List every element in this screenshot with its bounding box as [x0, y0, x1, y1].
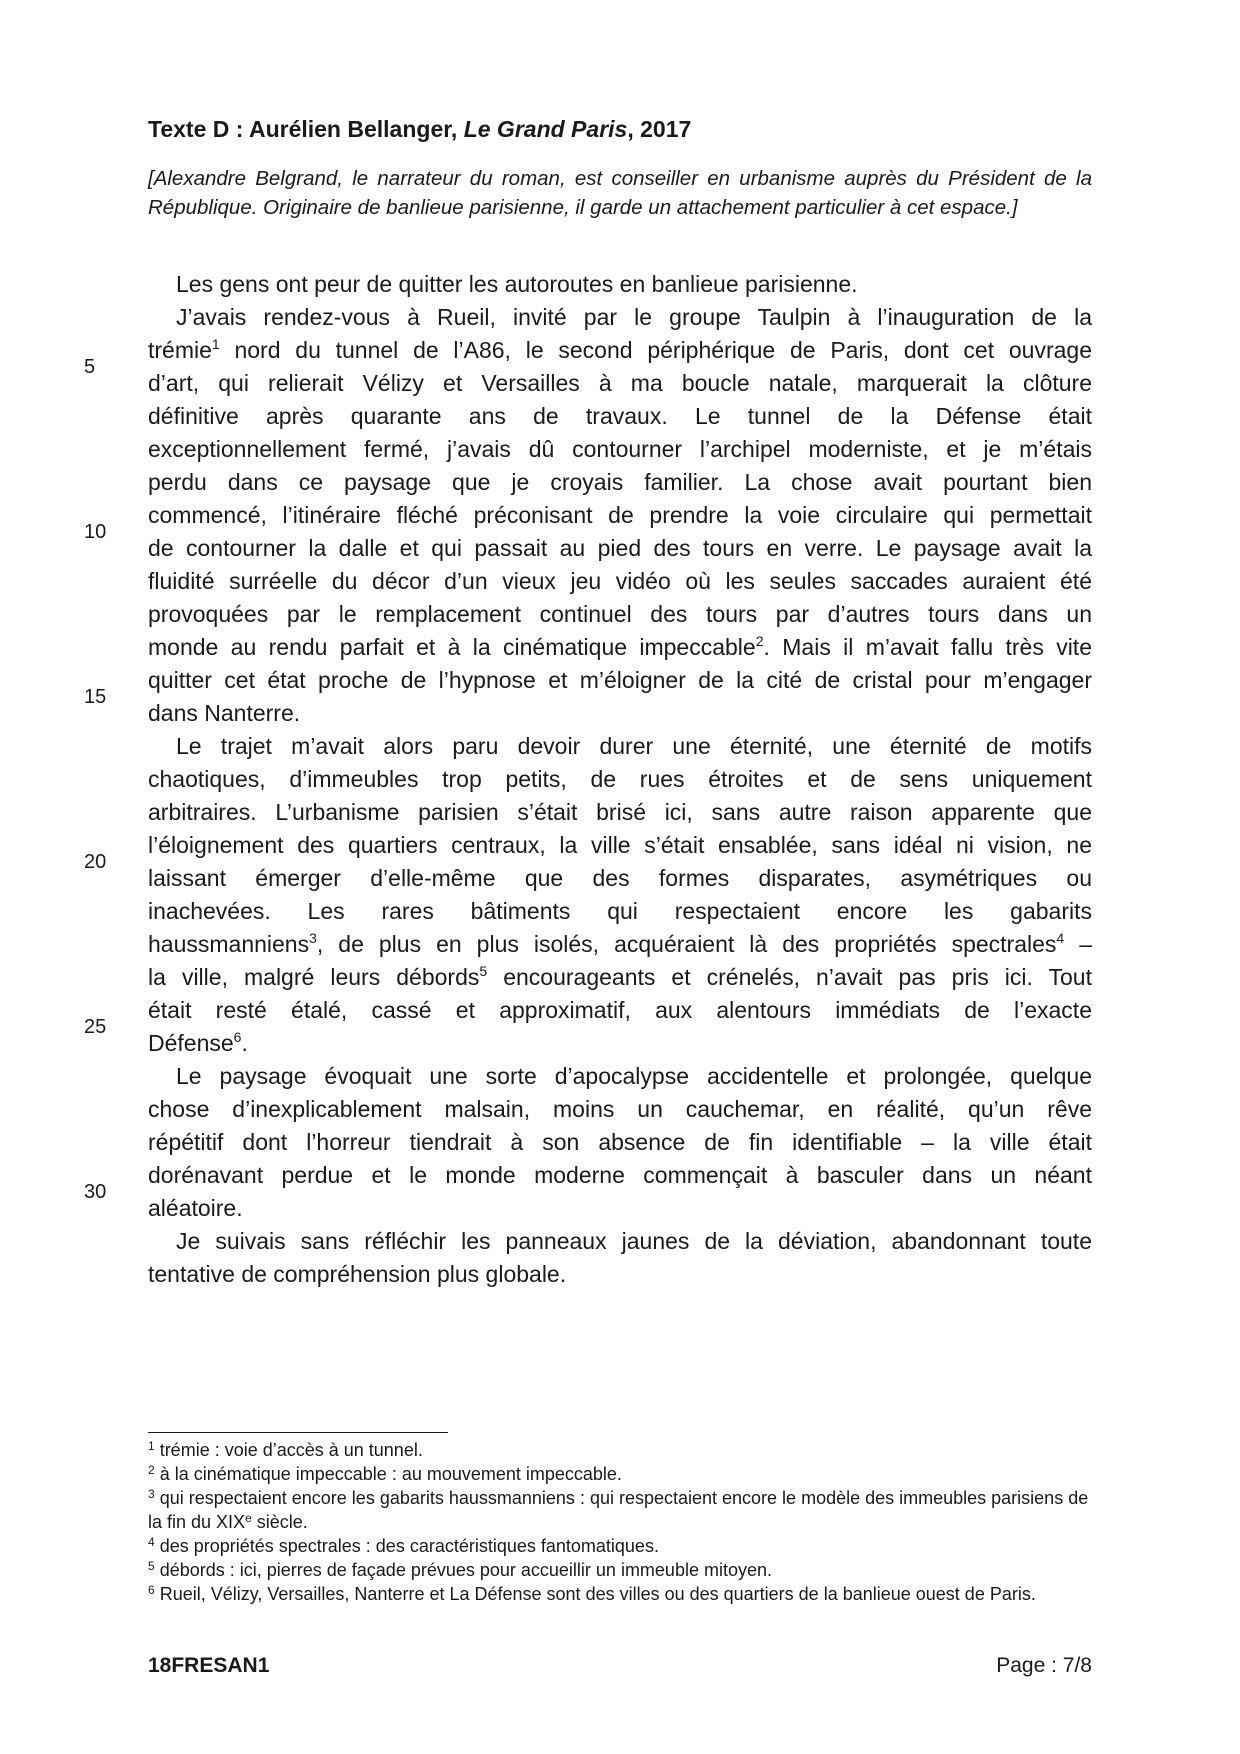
text-line: quitter cet état proche de l’hypnose et m’éloigner de la cité de cristal pour m’engager	[148, 667, 1092, 693]
title-author: Texte D : Aurélien Bellanger,	[148, 116, 464, 142]
footnote-ref: 5	[479, 963, 488, 979]
footnote-ref: 6	[233, 1029, 242, 1045]
text-line: commencé, l’itinéraire fléché préconisant de prendre la voie circulaire qui permettait	[148, 502, 1092, 528]
text-line: dorénavant perdue et le monde moderne commençait à basculer dans un néant	[148, 1162, 1092, 1188]
footnote-ref: 4	[1056, 930, 1065, 946]
page-number: Page : 7/8	[996, 1654, 1092, 1677]
line-number-30: 30	[84, 1181, 107, 1203]
line-number-20: 20	[84, 851, 107, 873]
text-line: fluidité surréelle du décor d’un vieux jeu vidéo où les seules saccades auraient été	[148, 568, 1092, 594]
intro-note: [Alexandre Belgrand, le narrateur du roman, est conseiller en urbanisme auprès du Président de la République. Originaire de banlieue parisienne, il garde un attachement particulier à cet espace.]	[148, 167, 1092, 219]
line-number-10: 10	[84, 521, 107, 543]
footnote: $^6$ Rueil, Vélizy, Versailles, Nanterre et La Défense sont des villes ou des quartiers de la banlieue ouest de Paris.	[148, 1583, 1036, 1604]
footnote: $^3$ qui respectaient encore les gabarits haussmanniens : qui respectaient encore le modèle des immeubles parisiens de la fin du XIXe siècle.	[148, 1487, 1089, 1532]
footnote: $^1$ trémie : voie d’accès à un tunnel.	[148, 1439, 423, 1460]
text-line: inachevées. Les rares bâtiments qui respectaient encore les gabarits	[148, 898, 1092, 924]
exam-code: 18FRESAN1	[148, 1654, 270, 1677]
line-number-15: 15	[84, 686, 107, 708]
text-line: exceptionnellement fermé, j’avais dû contourner l’archipel moderniste, et je m’étais	[148, 436, 1092, 462]
text-line: trémie$^1$ nord du tunnel de l’A86, le second périphérique de Paris, dont cet ouvrage	[148, 336, 1092, 363]
text-line: l’éloignement des quartiers centraux, la ville s’était ensablée, sans idéal ni vision, ne	[148, 832, 1092, 858]
footnotes	[148, 1438, 1092, 1606]
text-line: chaotiques, d’immeubles trop petits, de rues étroites et de sens uniquement	[148, 766, 1092, 792]
document-title	[148, 116, 691, 143]
text-line: Le trajet m’avait alors paru devoir durer une éternité, une éternité de motifs	[176, 733, 1092, 759]
title-year: , 2017	[627, 116, 692, 142]
text-line: Je suivais sans réfléchir les panneaux jaunes de la déviation, abandonnant toute	[176, 1228, 1092, 1254]
title-work: Le Grand Paris	[463, 116, 628, 142]
text-line: haussmanniens$^3$, de plus en plus isolés, acquéraient là des propriétés spectrales$^4$ –	[148, 930, 1093, 957]
text-line: Défense$^6$.	[148, 1029, 248, 1056]
text-line: Les gens ont peur de quitter les autoroutes en banlieue parisienne.	[176, 271, 858, 297]
text-line: arbitraires. L’urbanisme parisien s’était brisé ici, sans autre raison apparente que	[148, 799, 1092, 825]
footnote-divider	[148, 1432, 448, 1433]
text-line: monde au rendu parfait et à la cinématique impeccable$^2$. Mais il m’avait fallu très vite	[148, 633, 1092, 660]
line-number-5: 5	[84, 356, 96, 378]
footnote-ref: 3	[309, 930, 317, 946]
footnote-ref: 1	[211, 336, 220, 352]
text-line: aléatoire.	[148, 1195, 243, 1221]
text-line: d’art, qui relierait Vélizy et Versailles à ma boucle natale, marquerait la clôture	[148, 370, 1092, 396]
text-line: Le paysage évoquait une sorte d’apocalypse accidentelle et prolongée, quelque	[176, 1063, 1092, 1089]
body-text	[148, 268, 1092, 1291]
footnote: $^2$ à la cinématique impeccable : au mouvement impeccable.	[148, 1463, 622, 1484]
text-line: perdu dans ce paysage que je croyais familier. La chose avait pourtant bien	[148, 469, 1092, 495]
line-number-25: 25	[84, 1016, 107, 1038]
footnote: $^5$ débords : ici, pierres de façade prévues pour accueillir un immeuble mitoyen.	[148, 1559, 772, 1580]
text-line: définitive après quarante ans de travaux. Le tunnel de la Défense était	[148, 403, 1092, 429]
text-line: chose d’inexplicablement malsain, moins un cauchemar, en réalité, qu’un rêve	[148, 1096, 1092, 1122]
text-line: répétitif dont l’horreur tiendrait à son absence de fin identifiable – la ville était	[148, 1129, 1092, 1155]
text-line: de contourner la dalle et qui passait au pied des tours en verre. Le paysage avait la	[148, 535, 1092, 561]
footnote-ref: 2	[755, 633, 764, 649]
text-line: la ville, malgré leurs débords$^5$ encourageants et crénelés, n’avait pas pris ici. Tout	[148, 963, 1092, 990]
text-line: laissant émerger d’elle-même que des formes disparates, asymétriques ou	[148, 865, 1092, 891]
text-line: provoquées par le remplacement continuel des tours par d’autres tours dans un	[148, 601, 1092, 627]
text-line: tentative de compréhension plus globale.	[148, 1261, 567, 1287]
footnote: $^4$ des propriétés spectrales : des caractéristiques fantomatiques.	[148, 1535, 659, 1556]
text-line: dans Nanterre.	[148, 700, 301, 726]
text-line: était resté étalé, cassé et approximatif, aux alentours immédiats de l’exacte	[148, 997, 1092, 1023]
text-line: J’avais rendez-vous à Rueil, invité par le groupe Taulpin à l’inauguration de la	[176, 304, 1092, 330]
